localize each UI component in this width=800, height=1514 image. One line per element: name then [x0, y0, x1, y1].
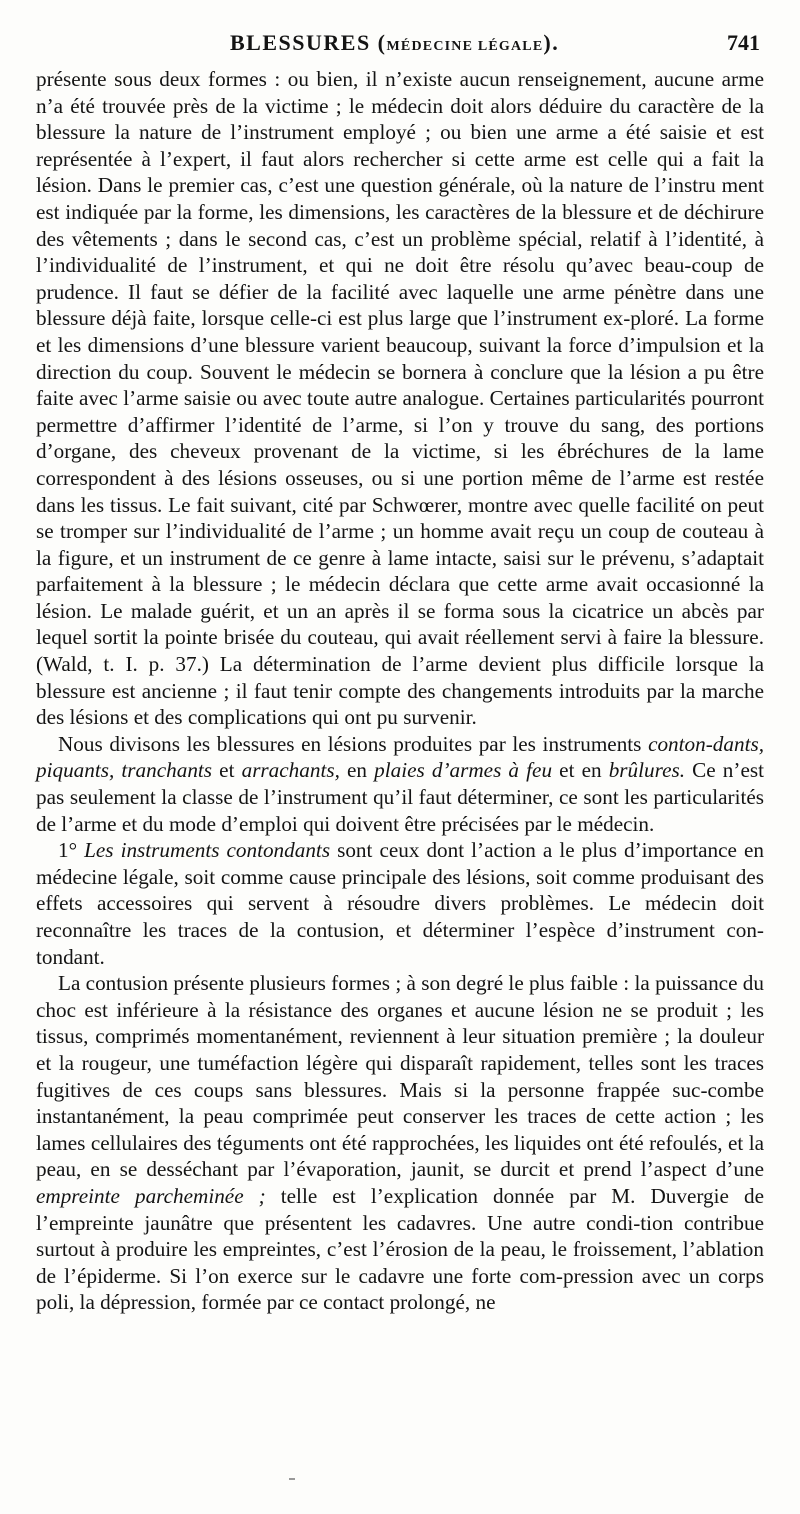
text-run: présente sous deux formes : ou bien, il n’existe aucun renseignement, aucune arme n’a été trouvée près de la victime ; le médecin doit alors déduire du caractère de la blessure la nature de l’instrument employé ; ou bien une arme a été saisie et est représentée à l’expert, il faut alors rechercher si cette arme est celle qui a fait la lésion. Dans le premier cas, c’est une question générale, où la nature de l’instru ment est indiquée par la forme, les dimensions, les caractères de la blessure et de déchirure des vêtements ; dans le second cas, c’est un problème spécial, relatif à l’identité, à l’individualité de l’instrument, et qui ne doit être résolu qu’avec beau-coup de prudence. Il faut se défier de la facilité avec laquelle une arme pénètre dans une blessure déjà faite, lorsque celle-ci est plus large que l’instrument ex-ploré. La forme et les dimensions d’une blessure varient beaucoup, suivant la force d’impulsion et la direction du coup. Souvent le médecin se bornera à conclure que la lésion a pu être faite avec l’arme saisie ou avec toute autre analogue. Certaines particularités pourront permettre d’affirmer l’identité de l’arme, si l’on y trouve du sang, des portions d’organe, des cheveux provenant de la victime, si les ébréchures de la lame correspondent à des lésions osseuses, ou si une portion même de l’arme est restée dans les tissus. Le fait suivant, cité par Schwœrer, montre avec quelle facilité on peut se tromper sur l’individualité de l’arme ; un homme avait reçu un coup de couteau à la figure, et un instrument de ce genre à lame intacte, saisi sur le prévenu, s’adaptait parfaitement à la blessure ; le médecin déclara que cette arme avait occasionné la lésion. Le malade guérit, et un an après il se forma sous la cicatrice un abcès par lequel sortit la pointe brisée du couteau, qui avait réellement servi à faire la blessure. (Wald, t. I. p. 37.) La détermination de l’arme devient plus difficile lorsque la blessure est ancienne ; il faut tenir compte des changements introduits par la marche des lésions et des complications qui ont pu survenir. [36, 67, 764, 730]
italic-text: conton-dants, piquants, tranchants [36, 731, 764, 783]
text-run: et en [552, 758, 609, 783]
running-title [230, 30, 559, 56]
running-title-subtitle: MÉDECINE LÉGALE [386, 39, 544, 54]
italic-text: Les instruments contondants [84, 838, 331, 863]
body-text [36, 66, 764, 1316]
text-run: sont ceux dont l’action a le plus d’importance en médecine légale, soit comme cause principale des lésions, soit comme produisant des effets accessoires qui servent à résoudre divers problèmes. Le médecin doit reconnaître les traces de la contusion, et déterminer l’espèce d’instrument con-tondant. [36, 838, 764, 969]
running-title-main: BLESSURES ( [230, 30, 387, 55]
italic-text: empreinte parcheminée ; [36, 1183, 266, 1208]
text-run: et [212, 758, 242, 783]
page-number: 741 [727, 30, 760, 55]
print-speck [289, 1478, 295, 1480]
text-run: Ce n’est pas seulement la classe de l’instrument qu’il faut déterminer, ce sont les particularités de l’arme et du mode d’emploi qui doivent être précisées par le médecin. [36, 758, 764, 836]
paragraph [36, 66, 764, 731]
italic-text: plaies d’armes à feu [374, 758, 553, 783]
text-run: en [339, 758, 375, 783]
running-header [36, 30, 764, 60]
italic-text: brûlures. [608, 758, 686, 783]
text-run: telle est l’explication donnée par M. Duvergie de l’empreinte jaunâtre que présentent les cadavres. Une autre condi-tion contribue surtout à produire les empreintes, c’est l’érosion de la peau, le froissement, l’ablation de l’épiderme. Si l’on exerce sur le cadavre une forte com-pression avec un corps poli, la dépression, formée par ce contact prolongé, ne [36, 1183, 764, 1315]
paragraph [36, 837, 764, 970]
paragraph [36, 970, 764, 1316]
italic-text: arrachants, [241, 758, 340, 783]
running-title-end: ). [543, 30, 560, 55]
text-run: Nous divisons les blessures en lésions produites par les instruments [58, 731, 649, 756]
text-run: 1° [58, 838, 85, 863]
paragraph [36, 731, 764, 837]
text-run: La contusion présente plusieurs formes ; à son degré le plus faible : la puissance du choc est inférieure à la résistance des organes et aucune lésion ne se produit ; les tissus, comprimés momentanément, reviennent à leur situation première ; la douleur et la rougeur, une tuméfaction légère qui disparaît rapidement, telles sont les traces fugitives de ces coups sans blessures. Mais si la personne frappée suc-combe instantanément, la peau comprimée peut conserver les traces de cette action ; les lames cellulaires des téguments ont été rapprochées, les liquides ont été refoulés, et la peau, en se desséchant par l’évaporation, jaunit, se durcit et prend l’aspect d’une [36, 971, 764, 1182]
